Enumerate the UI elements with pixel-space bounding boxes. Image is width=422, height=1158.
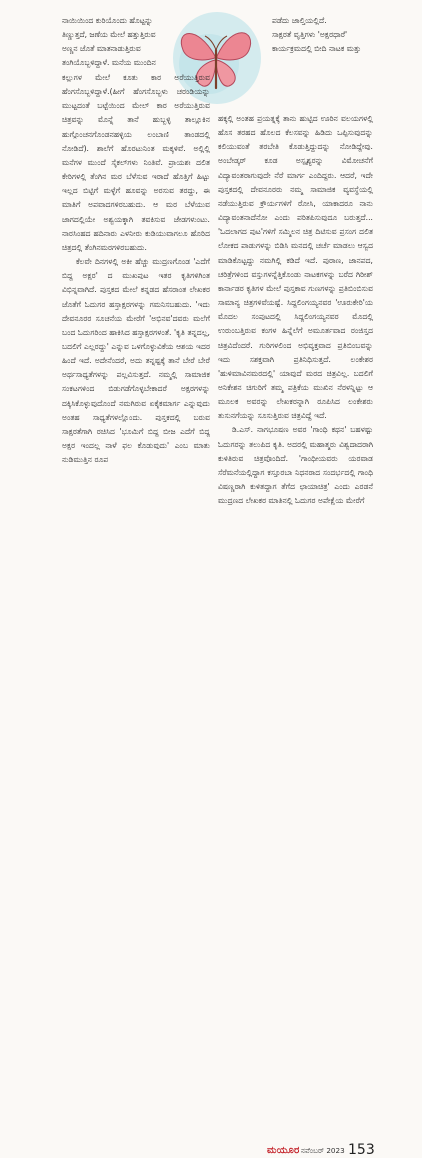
left-column-body: [62, 71, 210, 467]
text-line: ಕಾರ್ಯಕ್ರಮದಲ್ಲಿ ಬೀದಿ ನಾಟಕ ಮತ್ತು: [272, 44, 362, 54]
text-line: ತಂಗಿಯೊಬ್ಬಳಿದ್ದಾಳೆ. ಮನೆಯ ಮುಂದಿನ: [62, 58, 156, 68]
right-column-body: [218, 112, 373, 508]
magazine-brand: ಮಯೂರ: [267, 1145, 300, 1156]
paragraph: ಡಿ.ಎಸ್. ನಾಗಭೂಷಣ ಅವರ 'ಗಾಂಧಿ ಕಥನ' ಬಹಳಷ್ಟು ಓದುಗರನ್ನು ತಲುಪಿದ ಕೃತಿ. ಅದರಲ್ಲಿ ಮಹಾತ್ಮರು ವಿಶ್ವದಾದರಾಗಿ ಕುಳಿತಿರುವ ಚಿತ್ರವೊಂದಿದೆ. 'ಗಾಂಧೀಯವರು ಯರವಾಡ ಸೆರೆಮನೆಯಲ್ಲಿದ್ದಾಗ ಕಸ್ತೂರಬಾ ನಿಧನರಾದ ಸಂದರ್ಭದಲ್ಲಿ ಗಾಂಧಿ ವಿಷಣ್ಣರಾಗಿ ಕುಳಿತದ್ದಾಗ ತೆಗೆದ ಛಾಯಾಚಿತ್ರ' ಎಂದು ಎರಡನೆ ಮುದ್ರಣದ ಲೇಖಕರ ಮಾತಿನಲ್ಲಿ ಓದುಗರ ಅಪೇಕ್ಷೆಯ ಮೇರೆಗೆ: [218, 425, 373, 506]
issue-month: ನವೆಂಬರ್ 2023: [301, 1146, 345, 1155]
left-column-lead: [62, 14, 176, 71]
right-column-lead: [272, 14, 373, 56]
page-footer: [0, 571, 422, 1158]
text-line: ಸಾಕ್ಷರತೆ ವೃತ್ತಿಗಳು 'ಅಕ್ಷರಧಾರೆ': [272, 30, 348, 40]
paragraph: ಕಲ್ಲುಗಳ ಮೇಲೆ ಕೂತು ಕಾರ ಅರೆಯುತ್ತಿರುವ ಹೆಂಗಸೊಬ್ಬಳಿದ್ದಾಳೆ.(ಹೀಗೆ ಹೆಂಗಸೊಬ್ಬಳು ಚರಂಡಿಯನ್ನು ಮುಟ್ಟದಂತೆ ಬಟ್ಟೆಯಿಂದ ಮೇಲ್ ಕಾರ ಅರೆಯುತ್ತಿರುವ ಚಿತ್ರವನ್ನು ಮೊನ್ನೆ ತಾನೆ ಹುಬ್ಬಳ್ಳಿ ತಾಲ್ಲೂಕಿನ ಹುಗ್ಗೊಂಚನಗೊಂಡನಹಳ್ಳಿಯ ಲಂಬಾಣಿ ತಾಂಡದಲ್ಲಿ ನೋಡಿದೆ). ಶಾಲೆಗೆ ಹೊರಟುನಿಂತ ಮಕ್ಕಳಿವೆ. ಅಲ್ಲಿಲ್ಲಿ ಮನೆಗಳ ಮುಂದೆ ಸೈಕಲ್‌ಗಳು ನಿಂತಿವೆ. ಪ್ರಾಯಶಃ ದಲಿತ ಕೇರಿಗಳಲ್ಲಿ ತೆಂಗಿನ ಮರ ಬೆಳೆಸುವ ಇರಾದೆ ಹೊತ್ತಿಗೆ ಹಿಟ್ಟು ಇಲ್ಲದ ಬಿಟ್ಟಿಗೆ ಮಳ್ಳೆಗೆ ಹೂವನ್ನು ಅರಸುವ ತರದ್ದು, ಈ ಮಾತಿಗೆ ಅಪವಾದಗಳಿರಬಹುದು. ಆ ಮರ ಬೆಳೆಯುವ ಜಾಗದಲ್ಲಿಯೇ ಅಶ್ವಯಕ್ಕಾಗಿ ತವಕಿಸುವ ಜೇಡಗಳುಂಟು. ನಾರಸಿಂಹದ ಹದಿನಾರು ಎಳನೀರು ಕುಡಿಯುವಾಗಲೂ ಹೊರಿದ ಚಿತ್ರದಲ್ಲಿ ತೆಂಗಿನಮರಗಳಿರಬಹುದು.: [62, 73, 210, 252]
text-line: ನಾಯಿಯಿಂದ ಕುರಿಯೊಂದು ಹೊಟ್ಟನ್ನು: [62, 16, 153, 25]
text-line: ಅಣ್ಣನ ಜೊತೆ ಮಾತನಾಡುತ್ತಿರುವ: [62, 44, 141, 54]
text-line: ಪಡೆದು ಜಾಲ್ತಿಯಲ್ಲಿದೆ.: [272, 16, 327, 25]
text-line: ತಿಣ್ಣುತ್ತದೆ, ಜಣೆಯ ಮೇಲೆ ಹತ್ತುತ್ತಿರುವ: [62, 30, 156, 40]
paragraph: ಕೆಲವೇ ದಿನಗಳಲ್ಲಿ ಅಕೀ ಹೆಚ್ಚು ಮುದ್ರಣಗೊಂಡ 'ಎದೆಗೆ ಬಿದ್ದ ಅಕ್ಷರ' ದ ಮುಖಪುಟ ಇತರ ಕೃತಿಗಳಿಗಿಂತ ವಿಭಿನ್ನವಾಗಿದೆ. ಪುಸ್ತಕದ ಮೇಲೆ ಕನ್ನಡದ ಹೆಸರಾಂತ ಲೇಖಕರ ಜೊತೆಗೆ ಓದುಗರ ಹಸ್ತಾಕ್ಷರಗಳನ್ನು ಗಮನಿಸಬಹುದು. 'ಇದು ದೇವನೂರರ ಸೂಚನೆಯ ಮೇರೆಗೆ 'ಅಭಿನವ'ದವರು ಮಲೆಗೆ ಬಂದ ಓದುಗರಿಂದ ಹಾಕಿಸಿದ ಹಸ್ತಾಕ್ಷರಗಳಂತೆ. 'ಕೃತಿ ತನ್ನದಲ್ಲ, ಬದಲಿಗೆ ಎಲ್ಲರದ್ದು' ಎನ್ನುವ ಒಳಗೊಳ್ಳುವಿಕೆಯ ಆಶಯ ಇದರ ಹಿಂದೆ ಇದೆ. ಅದೇನೆಂದರೆ, ಅದು ತನ್ನಷ್ಟಕ್ಕೆ ತಾನೆ ಬೇರೆ ಬೇರೆ ಅರ್ಥಸಾಧ್ಯತೆಗಳನ್ನು ಪಲ್ಲವಿಸುತ್ತದೆ. ನಮ್ಮಲ್ಲಿ ಸಾಮಾಜಿಕ ಸಂಕಟಗಳಿಂದ ಬಿಡುಗಡೆಗೊಳ್ಳಬೇಕಾದರೆ ಅಕ್ಷರಗಳನ್ನು ದಕ್ಕಿಸಿಕೊಳ್ಳುವುದೊಂದೆ ನಮಗಿರುವ ಏಕೈಕಮಾರ್ಗ ಎನ್ನುವುದು ಅಂತಹ ಸಾಧ್ಯತೆಗಳಲ್ಲೊಂದು. ಪುಸ್ತಕದಲ್ಲಿ ಬರುವ ಸಾಕ್ಷರತೆಗಾಗಿ ರಚಿಸಿದ 'ಭೂಮಿಗೆ ಬಿದ್ದ ಬೀಜ ಎದೆಗೆ ಬಿದ್ದ ಅಕ್ಷರ ಇಂದಲ್ಲ ನಾಳೆ ಫಲ ಕೊಡುವುದು' ಎಂಬ ಮಾತು ನುಡಿಮುತ್ತಿನ ರೂಪ: [62, 257, 210, 465]
paragraph: ಹಕ್ಕಲ್ಲಿ ಅಂತಹ ಪ್ರಯತ್ನಕ್ಕೆ ತಾನು ಹುಟ್ಟಿದ ಊರಿನ ವಲಯಗಳಲ್ಲಿ ಹೊಸ ತರಹದ ಹೊಲದ ಕೆಲಸವನ್ನು ಹಿಡಿದು ಒಪ್ಪಿಸುವುದನ್ನು ಕಲಿಯುವಂತೆ ತರಬೇತಿ ಕೊಡುತ್ತಿದ್ದುದನ್ನು ನೋಡಿದ್ದೇವು. ಅಂಬೇಡ್ಕರ್ ಕೂಡ ಅಸ್ಪೃಶ್ಯರನ್ನು ವಿಮೋಚನೆಗೆ ವಿದ್ಯಾವಂತರಾಗುವುದೇ ನೆರೆ ಮಾರ್ಗ ಎಂದಿದ್ದರು. ಆದರೆ, ಇದೇ ಪುಸ್ತಕದಲ್ಲಿ ದೇವನೂರರು ನಮ್ಮ ಸಾಮಾಜಿಕ ವ್ಯವಸ್ಥೆಯಲ್ಲಿ ನಡೆಯುತ್ತಿರುವ ಕ್ರೌರ್ಯಗಳಿಗೆ ರೋಸಿ, ಯಾಕಾದರೂ ನಾನು ವಿದ್ಯಾವಂತನಾದೆನೋ ಎಂದು ಪರಿತಪಿಸುವುದೂ ಬರುತ್ತದೆ... 'ಓದಲಾಗದ ಪುಟ'ಗಳಿಗೆ ಸಮ್ಮಿಲನ ಚಿತ್ರ ದಿಟಿಸುವ ಪ್ರಸಂಗ ದಲಿತ ಲೋಕದ ಪಾಡುಗಳನ್ನು ಬಿಡಿಸಿ ಮನದಲ್ಲಿ ಚರ್ಚೆ ಮಾಡಲು ಆಸ್ವದ ಮಾಡಿಕೊಟ್ಟದ್ದು ನಮಗಿಲ್ಲಿ ಕಡಿದೆ ಇದೆ. ಪುರಾಣ, ಜಾನಪದ, ಚರಿತ್ರೆಗಳಿಂದ ವಸ್ತುಗಳನ್ನೆತ್ತಿಕೊಂಡು ನಾಟಕಗಳನ್ನು ಬರೆದ ಗಿರೀಶ್ ಕಾರ್ನಾಡರ ಕೃತಿಗಳ ಮೇಲೆ ಪುಸ್ತಕಾವ ಗುಣಗಳನ್ನು ಪ್ರತಿಬಿಂಬಿಸುವ ಸಾಮಾನ್ಯ ಚಿತ್ರಗಳಿವೆಯಷ್ಟೆ. ಸಿದ್ದಲಿಂಗಯ್ಯನವರ 'ಊರುಕೇರಿ'ಯ ಮೊದಲ ಸಂಪುಟದಲ್ಲಿ ಸಿದ್ದಲಿಂಗಯ್ಯನವರ ಮೊದಲ್ಲಿ ಉರುಂಬತ್ತಿರುವ ಕಂಗಳ ಹಿನ್ನೆಲೆಗೆ ಅಮೂರ್ತವಾದ ರಂಜಿಸ್ತದ ಚಿತ್ರವಿದೆಂದರೆ. ಗುರಿಗಳಲಿಂದ ಅಭಿವ್ಯಕ್ತವಾದ ಪ್ರತಿಬಿಂಬವನ್ನು ಇದು ಸಶಕ್ತವಾಗಿ ಪ್ರತಿನಿಧಿಸುತ್ತದೆ. ಲಂಕೇಶರ 'ಹುಳಿಮಾವಿನಮರದಲ್ಲಿ' ಯಾವುದೆ ಮರದ ಚಿತ್ರವಿಲ್ಲ. ಬದಲಿಗೆ ಅನಿಕೇಶನ ಚಿಗುರಿಗೆ ತಮ್ಮ ಪತ್ರಿಕೆಯ ಮುಖಿನ ನೆರಳನ್ನಿಟ್ಟು ಆ ಮೂಲಕ ಅವರನ್ನು ಲೇಖಕರನ್ನಾಗಿ ರೂಪಿಸಿದ ಲಂಕೇಶರು ತುಸುನಗೆಯನ್ನು ಸೂಸುತ್ತಿರುವ ಚಿತ್ರವಿದ್ದೆ ಇದೆ.: [218, 114, 373, 421]
page-number: 153: [348, 1142, 375, 1158]
